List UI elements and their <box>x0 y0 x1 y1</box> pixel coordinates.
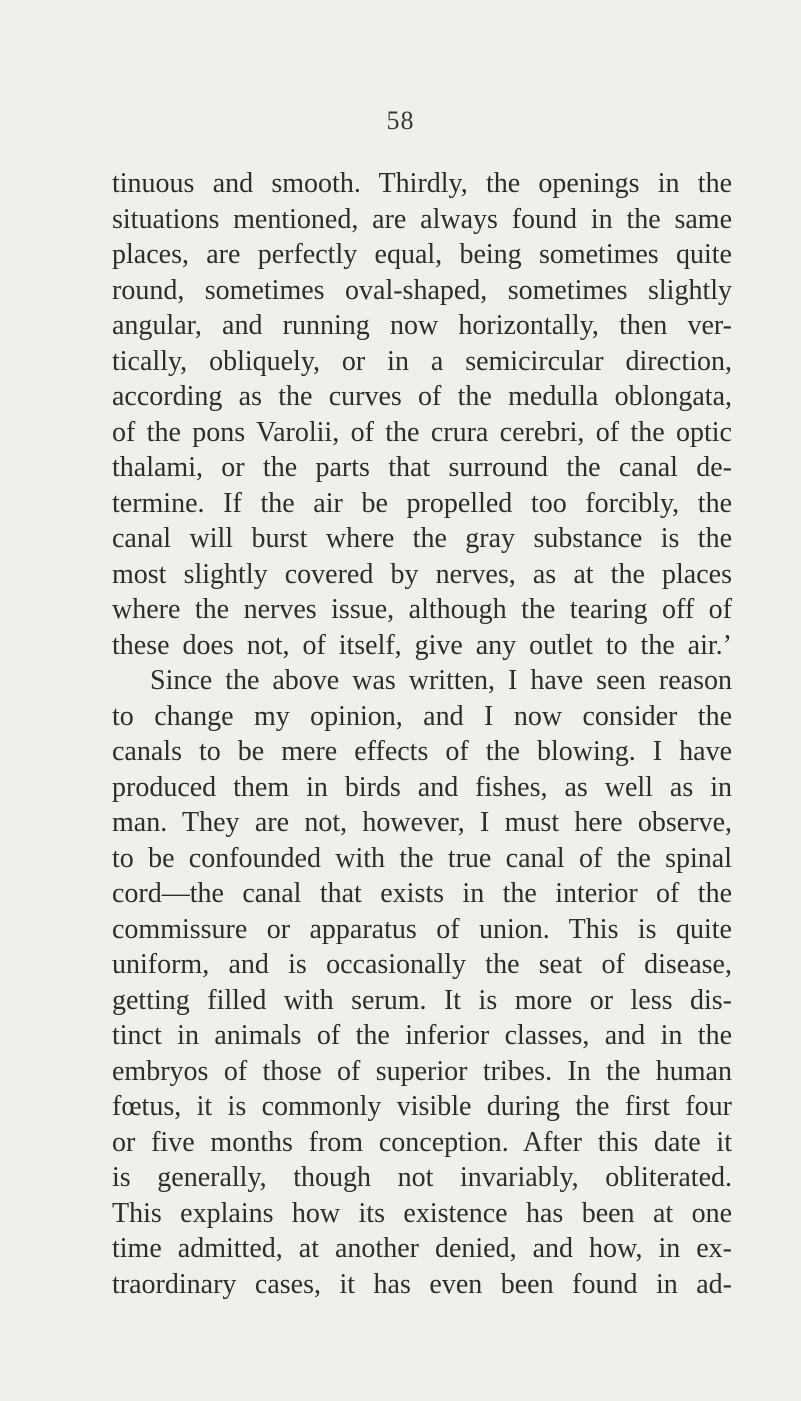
text-line: thalami, or the parts that surround the canal de- <box>112 452 732 483</box>
text-line: termine. If the air be propelled too forcibly, the <box>112 487 732 519</box>
text-line: time admitted, at another denied, and how, in ex- <box>112 1233 732 1264</box>
text-line: canal will burst where the gray substance is the <box>112 523 732 554</box>
text-line: situations mentioned, are always found in the same <box>112 203 732 235</box>
body-text <box>112 166 732 1302</box>
text-line: cord—the canal that exists in the interior of the <box>112 878 732 909</box>
text-line: is generally, though not invariably, obliterated. <box>112 1162 732 1193</box>
page-number: 58 <box>386 106 415 135</box>
text-line: to be confounded with the true canal of the spinal <box>112 842 732 874</box>
text-line: traordinary cases, it has even been found in ad- <box>112 1268 732 1300</box>
text-line: of the pons Varolii, of the crura cerebri, of the optic <box>112 416 732 448</box>
text-line: round, sometimes oval-shaped, sometimes slightly <box>112 274 732 306</box>
text-line: This explains how its existence has been at one <box>112 1197 732 1229</box>
text-line: angular, and running now horizontally, then ver- <box>112 310 732 341</box>
text-line: these does not, of itself, give any outlet to the air.’ <box>112 629 732 661</box>
text-line: fœtus, it is commonly visible during the first four <box>112 1091 732 1122</box>
text-line: most slightly covered by nerves, as at the places <box>112 558 732 590</box>
text-line: produced them in birds and fishes, as well as in <box>112 771 732 803</box>
text-line: uniform, and is occasionally the seat of disease, <box>112 949 732 980</box>
paragraph-start-line: Since the above was written, I have seen reason <box>150 665 732 696</box>
text-line: commissure or apparatus of union. This is quite <box>112 913 732 945</box>
text-line: where the nerves issue, although the tearing off of <box>112 594 732 625</box>
text-line: tinct in animals of the inferior classes, and in the <box>112 1020 732 1051</box>
text-line: according as the curves of the medulla oblongata, <box>112 381 732 412</box>
text-line: man. They are not, however, I must here observe, <box>112 807 732 838</box>
text-line: tically, obliquely, or in a semicircular direction, <box>112 345 732 377</box>
text-line: getting filled with serum. It is more or less dis- <box>112 984 732 1016</box>
text-line: tinuous and smooth. Thirdly, the openings in the <box>112 168 732 199</box>
text-line: canals to be mere effects of the blowing. I have <box>112 736 732 767</box>
text-line: embryos of those of superior tribes. In the human <box>112 1055 732 1087</box>
text-line: to change my opinion, and I now consider the <box>112 700 732 732</box>
text-line: or five months from conception. After this date it <box>112 1126 732 1158</box>
text-line: places, are perfectly equal, being sometimes quite <box>112 239 732 270</box>
